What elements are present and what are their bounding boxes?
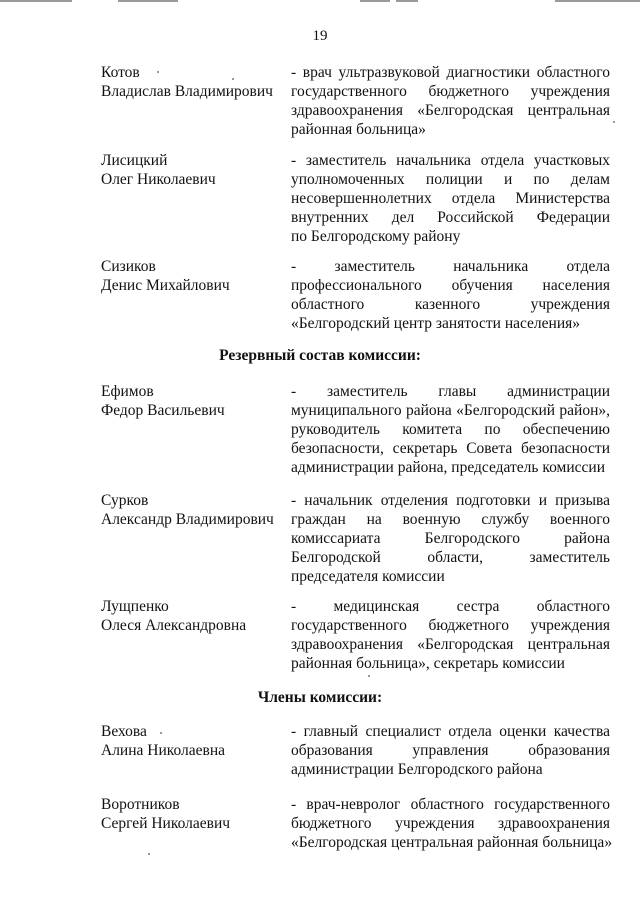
member-position (291, 63, 610, 139)
position-line: - заместитель начальника отдела (291, 258, 610, 275)
position-line: государственного бюджетного учреждения (291, 83, 610, 100)
scan-speck (160, 732, 162, 734)
reserve-section-heading: Резервный состав комиссии: (219, 347, 421, 364)
member-position (291, 491, 610, 586)
surname: Котов (101, 64, 140, 81)
position-line: - заместитель начальника отдела участковых (291, 152, 610, 169)
position-line: - главный специалист отдела оценки качества (291, 723, 610, 740)
position-line: уполномоченных полиции и по делам (291, 171, 610, 188)
given-names: Олег Николаевич (101, 171, 216, 188)
given-names: Федор Васильевич (101, 402, 225, 419)
given-names: Сергей Николаевич (101, 815, 231, 832)
page-number: 19 (312, 28, 328, 44)
position-line: профессионального обучения населения (291, 277, 610, 294)
position-line: председателя комиссии (291, 568, 445, 585)
surname: Лущпенко (101, 598, 169, 615)
member-position (291, 382, 610, 477)
position-line: районная больница» (291, 121, 426, 138)
position-line: администрации Белгородского района (291, 761, 543, 778)
member-position (291, 257, 610, 333)
position-line: по Белгородскому району (291, 228, 461, 245)
member-name (101, 491, 281, 529)
position-line: Белгородской области, заместитель (291, 549, 610, 566)
given-names: Олеся Александровна (101, 617, 247, 634)
member-position (291, 597, 610, 673)
position-line: администрации района, председатель комиссии (291, 459, 605, 476)
member-position (291, 795, 613, 852)
given-names: Владислав Владимирович (101, 83, 273, 100)
member-position (291, 151, 610, 246)
scan-edge-marks (0, 0, 640, 6)
scan-speck (157, 71, 159, 73)
scan-speck (368, 675, 370, 677)
member-name (101, 722, 281, 760)
position-line: здравоохранения «Белгородская центральная (291, 636, 610, 653)
member-name (101, 597, 281, 635)
given-names: Алина Николаевна (101, 742, 226, 759)
scan-speck (613, 121, 615, 123)
member-name (101, 63, 281, 101)
position-line: муниципального района «Белгородский район», (291, 402, 610, 419)
given-names: Александр Владимирович (101, 511, 274, 528)
surname: Воротников (101, 796, 180, 813)
position-line: безопасности, секретарь Совета безопасности (291, 440, 610, 457)
surname: Вехова (101, 723, 147, 740)
position-line: государственного бюджетного учреждения (291, 617, 610, 634)
position-line: бюджетного учреждения здравоохранения (291, 815, 610, 832)
member-position (291, 722, 610, 779)
scan-speck (148, 853, 150, 855)
member-name (101, 795, 281, 833)
position-line: «Белгородская центральная районная больница» (291, 834, 613, 851)
position-line: комиссариата Белгородского района (291, 530, 610, 547)
surname: Ефимов (101, 383, 154, 400)
members-section-heading: Члены комиссии: (257, 689, 383, 706)
position-line: граждан на военную службу военного (291, 511, 610, 528)
position-line: районная больница», секретарь комиссии (291, 655, 565, 672)
position-line: областного казенного учреждения (291, 296, 610, 313)
member-name (101, 151, 281, 189)
position-line: руководитель комитета по обеспечению (291, 421, 610, 438)
scan-speck (232, 78, 234, 80)
member-name (101, 382, 281, 420)
surname: Сурков (101, 492, 149, 509)
given-names: Денис Михайлович (101, 277, 230, 294)
position-line: образования управления образования (291, 742, 610, 759)
surname: Лисицкий (101, 152, 168, 169)
position-line: - медицинская сестра областного (291, 598, 610, 615)
position-line: - врач ультразвуковой диагностики областного (291, 64, 610, 81)
member-name (101, 257, 281, 295)
position-line: внутренних дел Российской Федерации (291, 209, 610, 226)
position-line: «Белгородский центр занятости населения» (291, 315, 581, 332)
position-line: - начальник отделения подготовки и призыва (291, 492, 610, 509)
position-line: здравоохранения «Белгородская центральная (291, 102, 610, 119)
position-line: - врач-невролог областного государственного (291, 796, 610, 813)
position-line: несовершеннолетних отдела Министерства (291, 190, 610, 207)
position-line: - заместитель главы администрации (291, 383, 610, 400)
surname: Сизиков (101, 258, 156, 275)
